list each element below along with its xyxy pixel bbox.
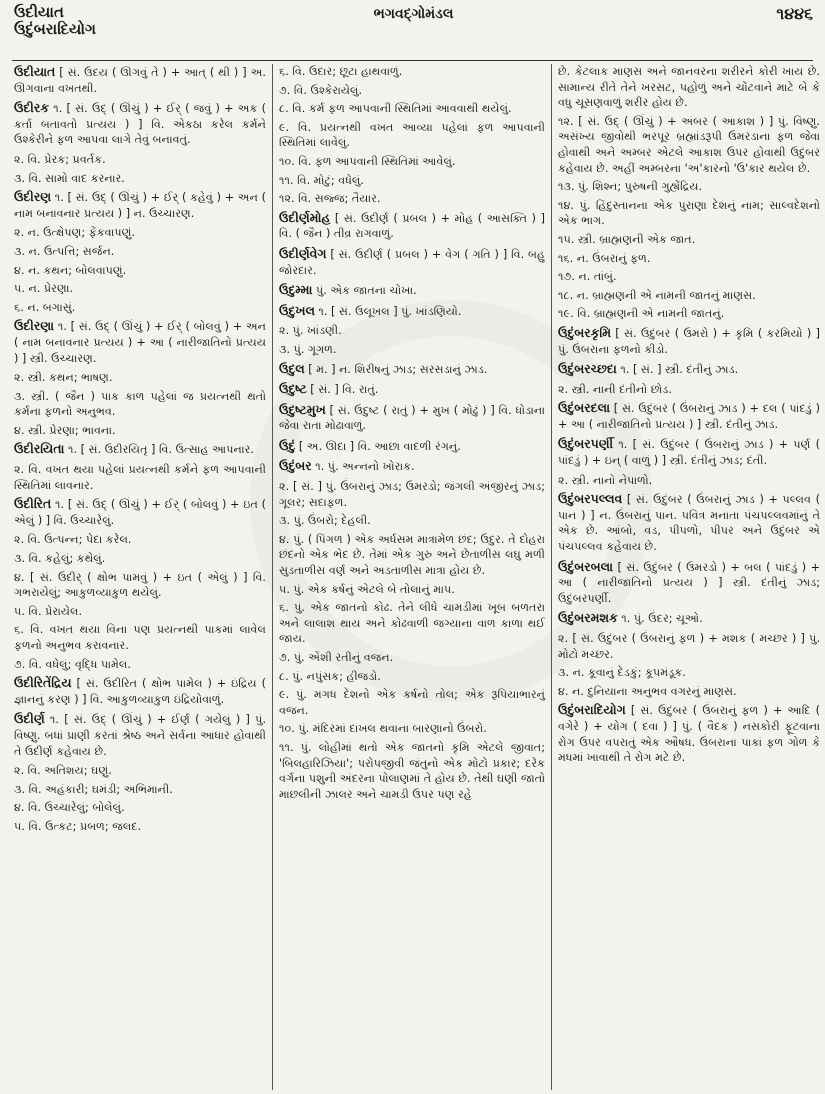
sense-line (14, 389, 266, 420)
definition-text: ૧૭. ન. તાંબું. (558, 270, 617, 284)
sense-line (14, 263, 266, 279)
sense-line (14, 657, 266, 673)
sense-line (279, 342, 545, 358)
definition-text: ૭. વિ. ઉશ્કેરાયેલું. (279, 83, 363, 97)
headword: ઉદુષ્ટમુખ (279, 401, 326, 417)
sense-line (558, 269, 820, 285)
definition-text: ૪. ન. કથન; બોલવાપણું. (14, 263, 127, 277)
dictionary-entry (279, 458, 545, 475)
definition-text: [ સં. ઉદુષ્ટ ( રાતું ) + મુખ ( મોઢું ) ] વિ. ધોડાના જેવા રાતા મોઢાવાળું. (279, 403, 545, 433)
definition-text: ૨. [ સં. ઉદુંબર ( ઉંબરાનું ફળ ) + મશક ( મચ્છર ) ] પું. મોટો મચ્છર. (558, 632, 820, 661)
sense-line (279, 191, 545, 207)
definition-text: ૧. [ સં. ] સ્ત્રી. દંતીનું ઝાડ. (616, 363, 739, 377)
headword: ઉદુંબરાદિયોગ (558, 702, 626, 718)
dictionary-entry (279, 282, 545, 299)
sense-line (14, 171, 266, 187)
definition-text: ૧૯. વિ. બ્રાહ્મણની એ નામની જાતનું. (558, 307, 725, 321)
sense-line (279, 513, 545, 529)
column-1 (14, 64, 272, 1090)
headword: ઉદુંબરપલ્લવ (558, 491, 623, 507)
dictionary-entry (558, 361, 820, 378)
headword: ઉદુંબરમશક (558, 610, 618, 626)
definition-text: ૪. વિ. ઉચ્ચારેલું; બોલેલું. (14, 801, 125, 815)
definition-text: ૧. પું. અન્નનો ખોરાક. (311, 460, 415, 474)
definition-text: ૧૩. પું. શિશ્ન; પુરુષની ગુહ્યેંદ્રિય. (558, 180, 703, 194)
definition-text: ૧. [ સં. ઉદ્ ( ઊંચું ) + ઈર્ ( બોલવું ) + અન ( નામ બનાવનાર પ્રત્યય ) + આ ( નારીજાતિનો પ્રત્યય ) ] સ્ત્રી. ઉચ્ચારણ. (14, 320, 266, 365)
definition-text: [ સં. ઉદીરિત ( ક્ષોભ પામેલ ) + ઇંદ્રિય ( જ્ઞાનનું કરણ ) ] વિ. આકુળવ્યાકુળ ઇંદ્રિયોવાળું. (14, 677, 266, 706)
definition-text: ૨. પું. ખાંડણી. (279, 324, 342, 338)
column-2 (272, 64, 551, 1090)
headword: ઉદીરયિતા (14, 441, 65, 457)
dictionary-entry (558, 559, 820, 607)
definition-text: [ સં. ઉદુંબર ( ઉમરડો ) + બલ ( પાંદડું ) + આ ( નારીજાતિનો પ્રત્યય ) ] સ્ત્રી. દંતીનું ઝાડ; ઉદુંબરપર્ણી. (558, 560, 820, 605)
sense-line (558, 114, 820, 176)
headword: ઉદુંબરચ્છદા (558, 361, 617, 377)
definition-text: ૭. પું. એંશી રતીનું વજન. (279, 651, 394, 664)
definition-text: ૩. ન. ઉત્પત્તિ; સર્જન. (14, 244, 115, 258)
sense-line (279, 479, 545, 510)
headword: ઉદીર્ણ (14, 711, 45, 727)
definition-text: ૨. વિ. પ્રેરક; પ્રવર્તક. (14, 152, 106, 166)
headword: ઉદીરક (14, 100, 49, 116)
sense-line (279, 173, 545, 189)
definition-text: ૨. સ્ત્રી. નાની દંતીનો છોડ. (558, 382, 672, 396)
sense-line (279, 64, 545, 80)
sense-line (279, 120, 545, 151)
dictionary-entry (558, 436, 820, 468)
definition-text: [ મ. ] ન. શિરીષનું ઝાડ; સરસડાનું ઝાડ. (304, 362, 488, 376)
definition-text: ૧. [ સં. ઉદ્ ( ઊંચું ) + ઈર્ણ ( ગયેલું ) ] પું. વિષ્ણુ. બધાં પ્રાણી કરતાં શ્રેષ્ઠ અને સર્વના આધાર હોવાથી તે ઉદીર્ણ કહેવાય છે. (14, 713, 266, 758)
sense-line (558, 179, 820, 195)
sense-line (14, 622, 266, 653)
sense-line (279, 582, 545, 598)
sense-line (14, 604, 266, 620)
headword: ઉદીરણા (14, 318, 55, 334)
definition-text: ૬. ન. બગાસું. (14, 300, 76, 314)
sense-line (558, 473, 820, 489)
definition-text: ૧૮. ન. બ્રાહ્મણની એ નામની જાતનું માણસ. (558, 288, 756, 302)
definition-text: ૧૧. વિ. મોટું; વધેલું. (279, 173, 364, 187)
dictionary-entry (279, 438, 545, 455)
sense-line (279, 323, 545, 339)
sense-line (14, 551, 266, 567)
sense-line (14, 300, 266, 316)
definition-text: પું. એક જાતના ચોખા. (312, 284, 417, 298)
definition-text: ૩. વિ. સામો વાદ કરનાર. (14, 171, 125, 185)
book-title: ભગવદ્ગોમંડલ (373, 6, 454, 22)
headword: ઉદીરણ (14, 189, 52, 205)
definition-text: [ સં. ઉદુંબર ( ઉંબરાનું ફળ ) + આદિ ( વગેરે ) + યોગ ( દવા ) ] પું. ( વૈદક ) નસકોરી ફૂટવાના રોગ ઉપર વપરાતું એક ઔષધ. ઉંબરાના પાકાં ફળ ગોળ કે મધમાં ખાવાથી તે રોગ મટે છે. (558, 704, 820, 765)
sense-line (279, 532, 545, 579)
definition-text: [ સં. ઉદીર્ણ ( પ્રબલ ) + મોહ ( આસક્તિ ) ] વિ. ( જૈન ) તીવ્ર રાગવાળું. (279, 211, 545, 241)
headword: ઉદુખલ (279, 302, 315, 318)
definition-text: ૧. [ સં. ઉલૂખલ ] પું. ખાંડણિયો. (314, 304, 462, 318)
sense-line (14, 819, 266, 835)
headword: ઉદુંબરબલા (558, 558, 614, 574)
sense-line (558, 288, 820, 304)
header-rule (12, 60, 813, 61)
headword: ઉદુંબર (279, 458, 312, 474)
sense-line (279, 154, 545, 170)
sense-line (279, 600, 545, 647)
dictionary-entry (14, 100, 266, 148)
sense-line (14, 370, 266, 386)
dictionary-entry (14, 711, 266, 759)
definition-text: ૩. પું. ગૂગળ. (279, 342, 337, 356)
headword: ઉદીરિત (14, 496, 52, 512)
definition-text: [ સં. ઉદુંબર ( ઉમરો ) + કૃમિ ( કરમિયો ) ] પું. ઉંબરાના ફળનો કીડો. (558, 326, 820, 356)
dictionary-entry (558, 325, 820, 357)
headword: ઉદુંબરપર્ણી (558, 436, 614, 452)
definition-text: ૧. [ સં. ઉદીરયિતૃ ] વિ. ઉત્સાહ આપનાર. (64, 443, 254, 457)
definition-text: ૧૦. પું. મંદિરમાં દાખલ થવાના બારણાનો ઉંબરો. (279, 722, 487, 736)
dictionary-entry (14, 189, 266, 221)
sense-line (279, 83, 545, 99)
definition-text: ૧૧. પું. લોહીમાં થતો એક જાતનો કૃમિ એટલે જીવાત; 'બિલહારિઝિયા'; પરોપજીવી જંતુનો એક મોટો પ્રકાર; દરેક વર્ગના પશુની અંદરના પોલાણમાં તે હોય છે. તેથી ઘણી જાતો માછલીની ઝાલર અને ચામડી ઉપર પણ રહે (279, 740, 545, 801)
definition-text: [ અ. ઊદા ] વિ. આછા વાદળી રંગનું. (295, 439, 461, 453)
dictionary-entry (279, 361, 545, 378)
definition-text: ૨. ન. ઉત્ક્ષેપણ; ફેંકવાપણું. (14, 226, 135, 240)
sense-line (558, 306, 820, 322)
dictionary-entry (14, 675, 266, 707)
definition-text: ૪. [ સં. ઉદીર્ ( ક્ષોભ પામવું ) + ઇત ( એલું ) ] વિ. ગભરાયેલું; આકુળવ્યાકુળ થયેલું. (14, 570, 266, 600)
dictionary-entry (558, 491, 820, 554)
definition-text: ૫. વિ. પ્રેરાયેલ. (14, 604, 83, 618)
dictionary-entry (14, 318, 266, 366)
definition-text: ૪. ન. દુનિયાના અનુભવ વગરનું માણસ. (558, 684, 737, 698)
definition-text: ૯. વિ. પ્રયત્નથી વખત આવ્યા પહેલાં ફળ આપવાની સ્થિતિમાં લાવેલું. (279, 120, 545, 150)
sense-line (279, 669, 545, 685)
sense-line (14, 532, 266, 548)
definition-text: ૬. વિ. વખત થયા વિના પણ પ્રયત્નથી પાકમાં લાવેલ ફળનો અનુભવ કરાવનાર. (14, 623, 266, 652)
definition-text: ૭. વિ. વધેલું; વૃદ્ધિ પામેલ. (14, 657, 131, 671)
sense-line (558, 684, 820, 700)
dictionary-entry (279, 402, 545, 434)
sense-line (14, 281, 266, 297)
sense-line (558, 631, 820, 662)
page-number: ૧૪૪૬ (776, 4, 813, 23)
sense-line (14, 225, 266, 241)
headword: ઉદુંબરદલા (558, 400, 610, 416)
definition-text: ૧૦. વિ. ફળ આપવાની સ્થિતિમાં આવેલું. (279, 154, 456, 168)
definition-text: ૫. ન. પ્રેરણા. (14, 282, 74, 296)
definition-text: ૪. પું. ( પિંગળ ) એક અર્ધસમ માત્રામેળ છંદ; ઉદુર. તે દોહરા છંદનો એક ભેદ છે. તેમાં એક ગુરુ અને છેતાળીસ લઘુ મળી સુડતાળીસ વર્ણ અને અડતાળીસ માત્રા હોય છે. (279, 532, 545, 578)
definition-text: ૨. [ સં. ] પું. ઉંબરાનું ઝાડ; ઉમરડો; જંગલી અંજીરનું ઝાડ; ગૂલર; સદાફળ. (279, 480, 545, 509)
definition-text: ૧૪. પું. હિંદુસ્તાનના એક પુરાણા દેશનું નામ; સાલ્વદેશનો એક ભાગ. (558, 198, 820, 228)
sense-line (14, 423, 266, 439)
definition-text: ૧૬. ન. ઉંબરાનું ફળ. (558, 251, 651, 265)
columns (14, 64, 820, 1090)
definition-text: ૪. સ્ત્રી. પ્રેરણા; ભાવના. (14, 423, 116, 437)
definition-text: [ સં. ઉદીર્ણ ( પ્રબલ ) + વેગ ( ગતિ ) ] વિ. બહુ જોરદાર. (279, 247, 545, 277)
definition-text: ૫. પું. એક કર્ષનું એટલે બે તોલાનું માપ. (279, 582, 455, 596)
definition-text: ૩. ન. કૂવાનું દેડકું; કૂપમંડૂક. (558, 666, 686, 680)
definition-text: ૧૨. [ સં. ઉદ્ ( ઊંચું ) + અંબર ( આકાશ ) ] પું. વિષ્ણુ. અસંખ્ય જીવોથી ભરપૂર બ્રહ્માંડરૂપી ઉમરડાના ફળ જેવા હોવાથી અને અમ્બર એટલે આકાશ ઉપર હોવાથી ઉદુંબર કહેવાય છે. અહીં અમ્બરના 'અ'કારનો 'ઉ'કાર થયેલ છે. (558, 114, 820, 175)
sense-line (14, 570, 266, 601)
sense-line (14, 244, 266, 260)
dictionary-entry (558, 702, 820, 765)
definition-text: ૩. વિ. અહંકારી; ઘમંડી; અભિમાની. (14, 782, 173, 796)
page-header (14, 4, 813, 42)
definition-text: ૯. પું. મગધ દેશનો એક કર્ષનો તોલ; એક રૂપિયાભારનું વજન. (279, 688, 545, 717)
sense-line (14, 152, 266, 168)
sense-line (279, 740, 545, 802)
dictionary-entry (279, 303, 545, 320)
sense-line (14, 763, 266, 779)
definition-text: [ સં. ઉદુંબર ( ઉંબરાનું ઝાડ ) + દલ ( પાંદડું ) + આ ( નારીજાતિનો પ્રત્યય ) ] સ્ત્રી. દંતીનું ઝાડ. (558, 402, 820, 431)
definition-text: ૮. વિ. કર્મ ફળ આપવાની સ્થિતિમાં આવવાથી થયેલું. (279, 102, 512, 116)
dictionary-entry (14, 496, 266, 528)
definition-text: ૧. પું. ઉંદર; ચૂઓ. (617, 612, 703, 626)
headword: ઉદુમ્મા (279, 282, 313, 298)
definition-text: ૬. પું. એક જાતનો કોઢ. તેને લીધે ચામડીમાં ખૂબ બળતરા અને લાલાશ થાય અને કોઢવાળી જગ્યાના વાળ કાળા થઈ જાય. (279, 601, 545, 646)
sense-line (558, 198, 820, 229)
definition-text: ૬. વિ. ઉદાર; છૂટા હાથવાળું. (279, 65, 403, 78)
definition-text: [ સં. ઉદુંબર ( ઉંબરાનું ઝાડ ) + પલ્લવ ( પાન ) ] ન. ઉંબરાનું પાન. પવિત્ર મનાતા પંચપલ્લવમાંનું તે એક છે. આંબો, વડ, પીપળો, પીપર અને ઉદુંબર એ પંચપલ્લવ કહેવાય છે. (558, 493, 820, 554)
definition-text: ૨. વિ. વખત થયા પહેલાં પ્રયત્નથી કર્મને ફળ આપવાની સ્થિતિમાં લાવનાર. (14, 463, 266, 492)
definition-text: ૮. પું. નપુંસક; હીજડો. (279, 669, 381, 683)
dictionary-entry (279, 381, 545, 398)
guide-word-first: ઉદીયાત (14, 3, 64, 21)
headword: ઉદીરિતેંદ્રિય (14, 675, 72, 691)
definition-text: ૫. વિ. ઉત્કટ; પ્રબળ; જલદ. (14, 819, 142, 833)
definition-text: [ સં. ઉદય ( ઊગવું તે ) + આત્ ( થી ) ] અ. ઊગવાના વખતથી. (14, 66, 266, 95)
headword: ઉદુષ્ટ (279, 381, 307, 397)
dictionary-entry (14, 64, 266, 96)
guide-word-last: ઉદુંબરાદિયોગ (14, 20, 96, 38)
sense-line (14, 782, 266, 798)
definition-text: છે. કેટલાક માણસ અને જાનવરના શરીરને કોરી ખાય છે. સામાન્ય રીતે તેને ખરસટ, પહોળું અને ચોંટવાને માટે બે કે વધુ ચૂસણવાળું શરીર હોય છે. (558, 65, 820, 110)
definition-text: ૩. પું. ઉંબરો; દેહલી. (279, 514, 371, 528)
headword: ઉદુલ (279, 360, 305, 376)
headword: ઉદીર્ણમોહ (279, 209, 331, 225)
definition-text: ૨. સ્ત્રી. કથન; ભાષણ. (14, 371, 113, 385)
sense-line (279, 650, 545, 666)
column-3 (551, 64, 820, 1090)
sense-line (14, 800, 266, 816)
definition-text: ૧. [ સં. ઉદ્ ( ઊંચું ) + ઈર્ ( કહેવું ) + અન ( નામ બનાવનાર પ્રત્યય ) ] ન. ઉચ્ચારણ. (14, 191, 266, 220)
definition-text: ૧. [ સં. ઉદ્ ( ઊંચું ) + ઈર્ ( જવું ) + અક ( કર્તા બતાવતો પ્રત્યય ) ] વિ. એકઠા કરેલ કર્મને ઉશ્કેરીને ફળ આપવા લાગે તેવું બનાવતું. (14, 102, 266, 147)
definition-text: ૨. સ્ત્રી. નાનો નેપાળો. (558, 473, 653, 487)
sense-line (558, 232, 820, 248)
definition-text: [ સં. ] વિ. રાતું. (306, 383, 379, 397)
definition-text: ૧૨. વિ. સજ્જ; તૈયાર. (279, 192, 381, 206)
dictionary-entry (279, 210, 545, 242)
sense-line (279, 101, 545, 117)
dictionary-entry (558, 610, 820, 627)
dictionary-entry (558, 400, 820, 432)
definition-text: ૧. [ સં. ઉદ્ ( ઊંચું ) + ઈર્ ( બોલવું ) + ઇત ( એલું ) ] વિ. ઉચ્ચારેલું. (14, 498, 266, 527)
sense-line (558, 665, 820, 681)
definition-text: ૩. સ્ત્રી. ( જૈન ) પાક કાળ પહેલાં જ પ્રયત્નથી થતો કર્મના ફળનો અનુભવ. (14, 389, 266, 419)
sense-line (14, 462, 266, 493)
definition-text: ૧૫. સ્ત્રી. બ્રાહ્મણની એક જાત. (558, 232, 696, 246)
dictionary-entry (279, 246, 545, 278)
sense-line (558, 64, 820, 111)
sense-line (558, 382, 820, 398)
sense-line (279, 721, 545, 737)
definition-text: ૨. વિ. અતિશય; ઘણું. (14, 764, 112, 778)
headword: ઉદુંબરકૃમિ (558, 324, 611, 340)
sense-line (558, 251, 820, 267)
headword: ઉદીયાત (14, 64, 56, 79)
headword: ઉદીર્ણવેગ (279, 245, 327, 261)
definition-text: ૧. [ સં. ઉદુંબર ( ઉંબરાનું ઝાડ ) + પર્ણ ( પાંદડું ) + ઇન્ ( વાળું ) ] સ્ત્રી. દંતીનું ઝાડ; દંતી. (558, 438, 820, 468)
dictionary-entry (14, 441, 266, 458)
sense-line (279, 687, 545, 718)
headword: ઉદું (279, 437, 296, 453)
definition-text: ૩. વિ. કહેલું; કથેલું. (14, 552, 106, 566)
definition-text: ૨. વિ. ઉત્પન્ન; પેદા કરેલ. (14, 533, 132, 547)
